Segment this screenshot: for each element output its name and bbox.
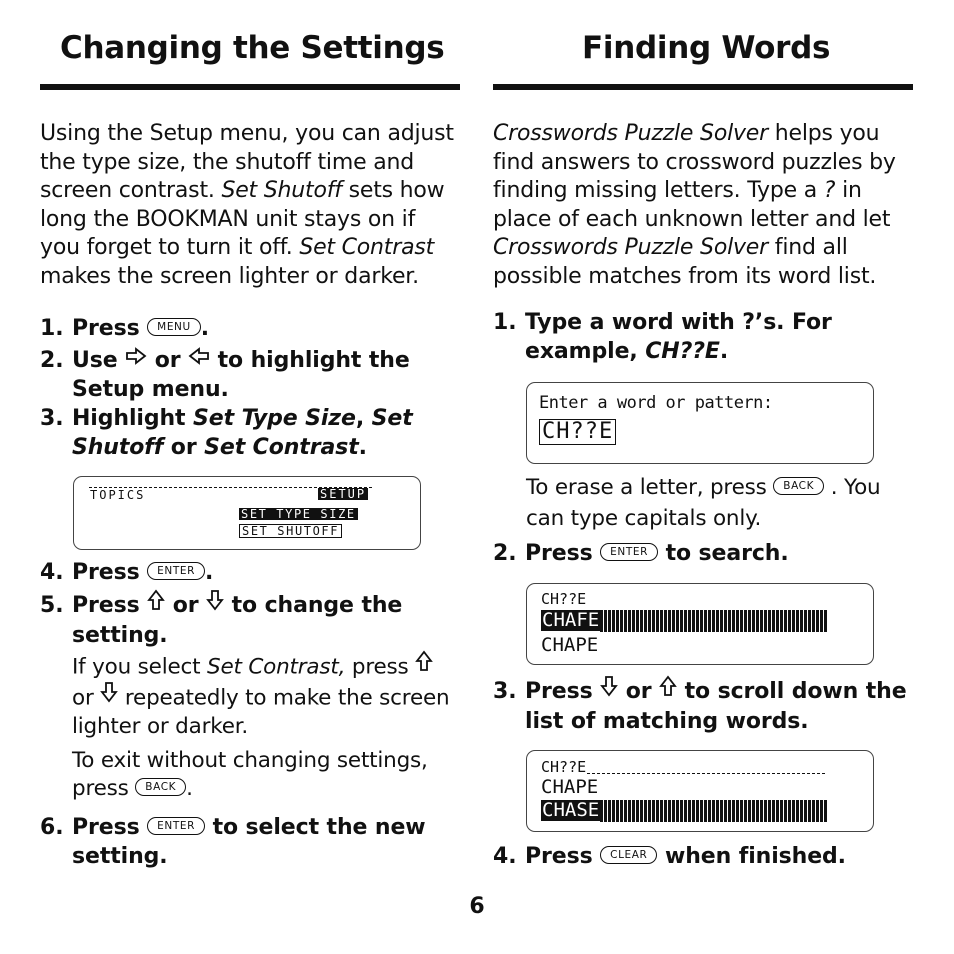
intro-paragraph xyxy=(493,120,913,292)
step-number: 2. xyxy=(40,347,64,373)
step-number: 6. xyxy=(40,814,64,840)
step-text: Press xyxy=(72,560,140,586)
intro-text-run: Set Shutoff xyxy=(221,178,342,204)
lcd-topics: TOPICS xyxy=(90,488,146,503)
up-arrow-icon xyxy=(415,650,433,681)
intro-text-run: sets how long the BOOKMAN unit stays on if you forget to turn it off. xyxy=(40,178,445,261)
step-text: or xyxy=(172,593,199,619)
lcd-set-shutoff: SET SHUTOFF xyxy=(239,524,342,538)
menu-key: MENU xyxy=(147,318,201,336)
left-arrow-icon xyxy=(188,344,210,373)
step-text: Set Type Size xyxy=(193,406,356,432)
up-arrow-icon xyxy=(147,589,165,619)
step-4 xyxy=(40,558,460,587)
step-2 xyxy=(40,346,460,405)
setup-screen xyxy=(73,476,421,550)
lcd-pattern: CH??E xyxy=(541,589,587,608)
note-text: If you select xyxy=(72,654,207,680)
right-arrow-icon xyxy=(125,344,147,373)
step-text: Use xyxy=(72,347,118,373)
step-number: 4. xyxy=(493,843,517,869)
step-4 xyxy=(493,842,913,871)
highlight-bar xyxy=(600,800,828,822)
back-key: BACK xyxy=(135,778,186,796)
intro-text-run: helps you find answers to crossword puzzles by finding missing letters. Type a xyxy=(493,121,896,204)
step-2 xyxy=(493,539,913,568)
step-text: to search. xyxy=(665,540,789,566)
note-text: repeatedly to make the screen lighter or darker. xyxy=(72,684,450,740)
step-1 xyxy=(40,314,460,343)
lcd-dashes xyxy=(587,773,825,774)
step-text: , xyxy=(355,406,372,432)
step-text: Set Shutoff xyxy=(72,406,413,461)
section-title: Changing the Settings xyxy=(40,30,460,90)
clear-key: CLEAR xyxy=(600,846,657,864)
steps-list xyxy=(40,314,460,871)
lcd-result: CHAPE xyxy=(541,633,599,656)
step-text: Type a word with ?’s. For example, xyxy=(525,309,832,364)
step-text: or xyxy=(154,347,181,373)
step-number: 1. xyxy=(40,315,64,341)
note-text: Set Contrast, xyxy=(207,654,346,680)
step-text: Press xyxy=(525,843,593,869)
step-text: Press xyxy=(72,814,140,840)
step-text: to highlight the Setup menu. xyxy=(72,347,410,403)
enter-key: ENTER xyxy=(147,562,205,580)
step-text: or xyxy=(163,435,205,461)
lcd-pattern: CH??E xyxy=(541,757,587,776)
down-arrow-icon xyxy=(206,589,224,619)
step-text: when finished. xyxy=(665,843,846,869)
intro-text-run: Crosswords Puzzle Solver xyxy=(493,235,768,261)
down-arrow-icon xyxy=(600,675,618,705)
note-text: To exit without changing settings, press xyxy=(72,747,428,802)
step-1 xyxy=(493,308,913,366)
lcd-entry: CH??E xyxy=(539,419,616,445)
intro-text-run: Using the Setup menu, you can adjust the type size, the shutoff time and screen contrast. xyxy=(40,121,454,204)
step-5-note xyxy=(40,652,460,742)
page-number: 6 xyxy=(469,894,485,919)
note-text: press xyxy=(345,654,409,680)
lcd-set-type-size: SET TYPE SIZE xyxy=(241,507,356,522)
step-number: 5. xyxy=(40,593,64,619)
enter-key: ENTER xyxy=(600,543,658,561)
pattern-entry-screen xyxy=(526,382,874,464)
intro-text-run: in place of each unknown letter and let xyxy=(493,178,891,232)
step-text: to change the setting. xyxy=(72,593,403,649)
right-column xyxy=(493,30,913,871)
step-number: 3. xyxy=(40,406,64,432)
intro-text-run: Crosswords Puzzle Solver xyxy=(493,121,768,146)
step-text: Press xyxy=(525,540,593,566)
step-text: to select the new setting. xyxy=(72,814,426,869)
lcd-highlight-row xyxy=(541,610,828,632)
note-text: . You can type capitals only. xyxy=(526,474,881,531)
step-number: 2. xyxy=(493,540,517,566)
lcd-prompt: Enter a word or pattern: xyxy=(539,392,773,413)
step-number: 4. xyxy=(40,560,64,586)
left-column xyxy=(40,30,460,871)
lcd-result-highlight: CHAFE xyxy=(542,609,600,632)
scroll-results-screen xyxy=(526,750,874,832)
step-text: . xyxy=(205,560,214,586)
up-arrow-icon xyxy=(659,675,677,705)
step-5-exit-note xyxy=(40,747,460,804)
steps-list xyxy=(493,308,913,871)
step-text: Highlight xyxy=(72,406,194,432)
step-3 xyxy=(40,404,460,462)
step-3 xyxy=(493,677,913,736)
note-text: or xyxy=(72,684,94,710)
back-key: BACK xyxy=(773,477,824,495)
step-text: Set Contrast xyxy=(204,435,359,461)
intro-text-run: ? xyxy=(823,178,836,204)
step-5 xyxy=(40,591,460,650)
section-title: Finding Words xyxy=(493,30,913,90)
step-number: 3. xyxy=(493,678,517,704)
highlight-bar xyxy=(600,610,828,632)
lcd-result-highlight: CHASE xyxy=(542,799,600,822)
lcd-result: CHAPE xyxy=(541,775,599,798)
step-text: . xyxy=(358,435,367,461)
step-text: Press xyxy=(72,593,140,619)
note-text: . xyxy=(186,776,193,802)
intro-text-run: Set Contrast xyxy=(299,235,435,261)
step-text: Press xyxy=(525,678,593,704)
step-number: 1. xyxy=(493,309,517,335)
note-text: To erase a letter, press xyxy=(526,474,767,500)
lcd-setup-highlight: SETUP xyxy=(320,487,367,502)
intro-paragraph xyxy=(40,120,460,292)
enter-key: ENTER xyxy=(147,817,205,835)
intro-text-run: find all possible matches from its word list. xyxy=(493,235,877,289)
step-6 xyxy=(40,813,460,871)
step-text: . xyxy=(719,338,729,364)
intro-text-run: makes the screen lighter or darker. xyxy=(40,263,419,289)
step-text: . xyxy=(200,315,210,341)
step-text: to scroll down the list of matching words. xyxy=(525,678,907,734)
erase-note xyxy=(493,472,913,534)
step-text: Press xyxy=(72,315,140,341)
lcd-highlight-row xyxy=(541,800,828,822)
step-text: or xyxy=(625,678,652,704)
down-arrow-icon xyxy=(100,681,118,712)
step-text: CH??E xyxy=(645,338,720,364)
results-screen xyxy=(526,583,874,665)
